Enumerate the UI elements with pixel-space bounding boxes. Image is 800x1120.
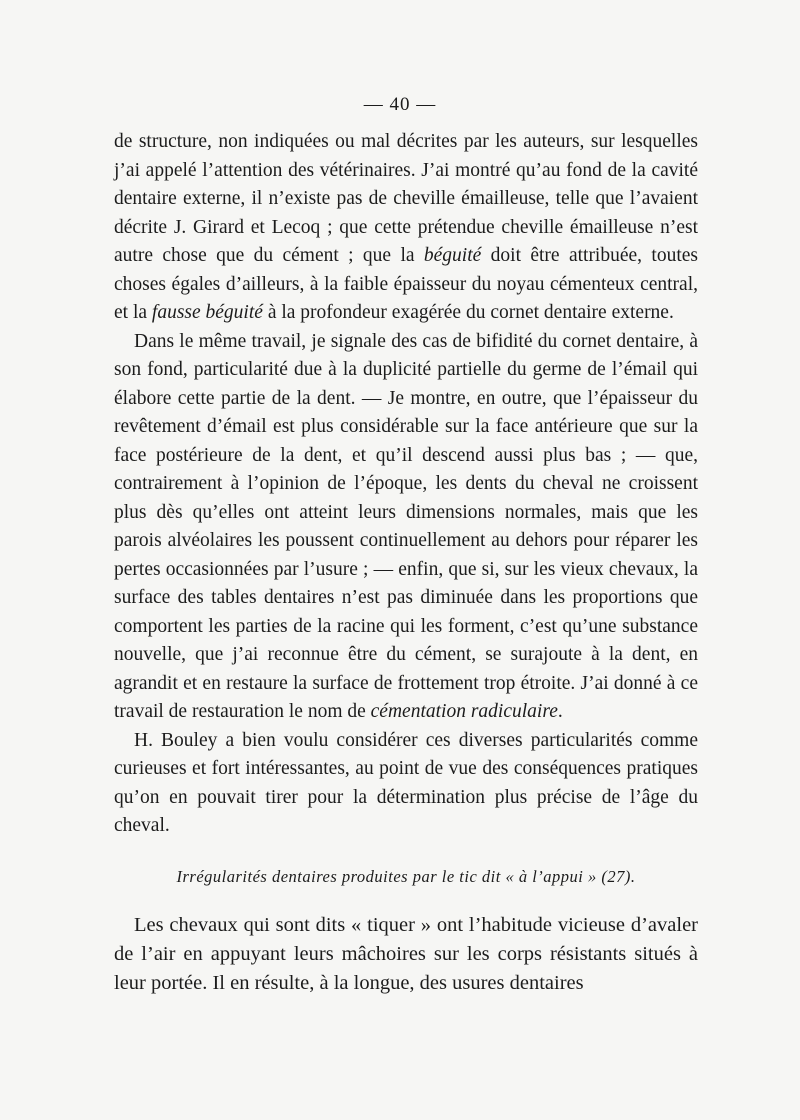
paragraph-1-text-2: doit être attribuée, toutes choses égales d’ailleurs, à la faible épaisseur du noyau cémenteux central, et la [114,245,698,323]
body-text [114,128,698,998]
paragraph-2-text-1: Dans le même travail, je signale des cas de bifidité du cornet dentaire, à son fond, particularité due à la duplicité partielle du germe de l’émail qui élabore cette partie de la dent. — Je montre, en outre, que l’épaisseur du revêtement d’émail est plus considérable sur la face antérieure que sur la face postérieure de la dent, et qu’il descend aussi plus bas ; — que, contrairement à l’opinion de l’époque, les dents du cheval ne croissent plus dès qu’elles ont atteint leurs dimensions normales, mais que les parois alvéolaires les poussent continuellement au dehors pour réparer les pertes occasionnées par l’usure ; — enfin, que si, sur les vieux chevaux, la surface des tables dentaires n’est pas diminuée dans les proportions que comportent les parties de la racine qui les forment, c’est qu’une substance nouvelle, que j’ai reconnue être du cément, se surajoute à la dent, en agrandit et en restaure la surface de frottement trop étroite. J’ai donné à ce travail de restauration le nom de [114,330,698,722]
paragraph-3-text-1: H. Bouley a bien voulu considérer ces diverses particularités comme curieuses et fort intéressantes, au point de vue des conséquences pratiques qu’on en pouvait tirer pour la détermination plus précise de l’âge du cheval. [114,729,698,836]
paragraph-1-italic-beguite: béguité [423,245,482,266]
paragraph-2-italic-cementation: cémentation radiculaire [370,701,558,722]
paragraph-1-text-1: de structure, non indiquées ou mal décrites par les auteurs, sur lesquelles j’ai appelé l’attention des vétérinaires. J’ai montré qu’au fond de la cavité dentaire externe, il n’existe pas de cheville émailleuse, telle que l’avaient décrite J. Girard et Lecoq ; que cette prétendue cheville émailleuse n’est autre chose que du cément ; que la [114,131,698,266]
paragraph-2 [114,328,698,727]
paragraph-4 [114,911,698,998]
section-heading: Irrégularités dentaires produites par le tic dit « à l’appui » (27). [176,866,636,886]
paragraph-4-text-1: Les chevaux qui sont dits « tiquer » ont l’habitude vicieuse d’avaler de l’air en appuyant leurs mâchoires sur les corps résistants situés à leur portée. Il en résulte, à la longue, des usures dentaires [114,913,698,994]
paragraph-1-text-3: à la profondeur exagérée du cornet dentaire externe. [262,302,674,323]
page-number: — 40 — [363,94,437,115]
paragraph-1 [114,128,698,328]
paragraph-3 [114,727,698,841]
paragraph-2-text-2: . [557,701,563,722]
paragraph-1-italic-fausse-beguite: fausse béguité [151,302,263,323]
